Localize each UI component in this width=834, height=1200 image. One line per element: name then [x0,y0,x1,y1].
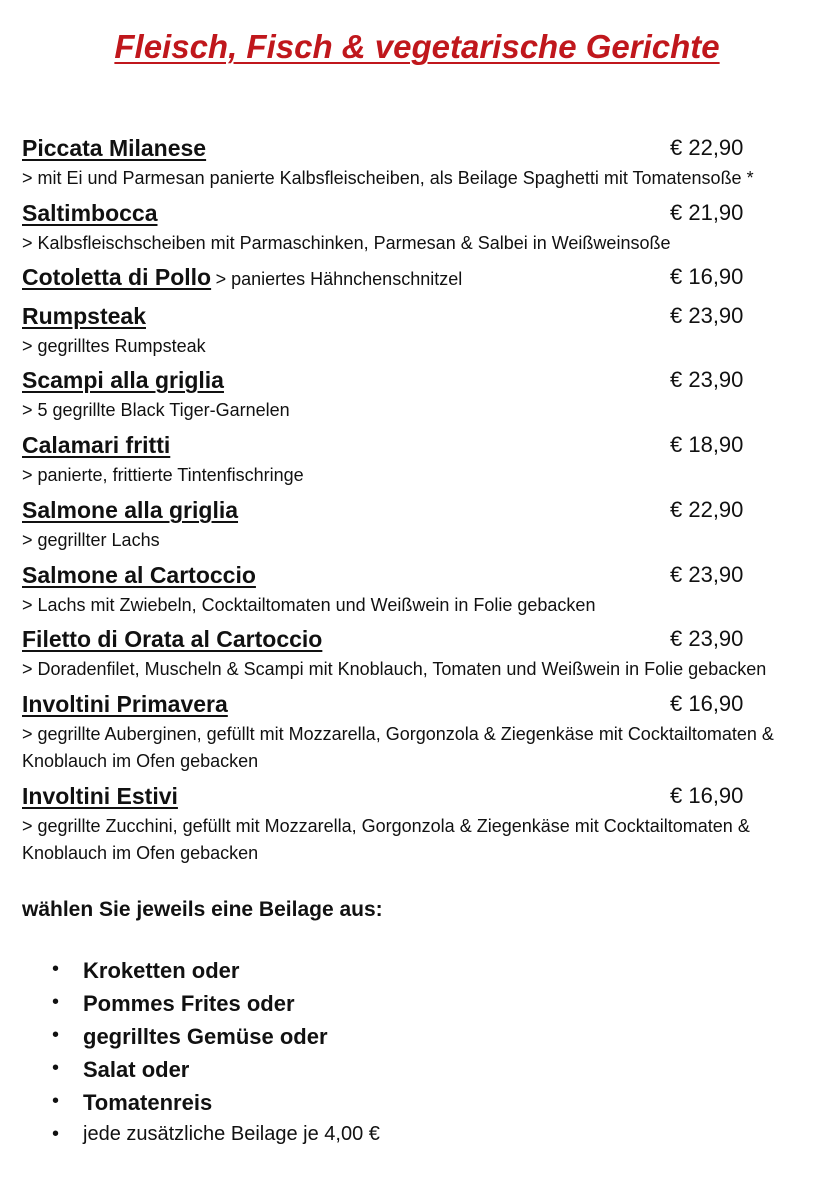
dish-description: > panierte, frittierte Tintenfischringe [22,465,304,485]
side-dish-list [50,958,380,1156]
side-dish-label: Pommes Frites oder [83,991,295,1016]
side-dish-label: gegrilltes Gemüse oder [83,1024,328,1049]
dish-price: € 23,90 [670,367,744,392]
dish-description: > 5 gegrillte Black Tiger-Garnelen [22,400,290,420]
dish-price: € 22,90 [670,497,744,522]
dish-name: Saltimbocca [22,200,158,226]
dish-saltimbocca [22,200,822,256]
side-dish-label: Tomatenreis [83,1090,213,1115]
dish-name: Salmone alla griglia [22,497,239,523]
dish-price: € 21,90 [670,200,744,225]
bullet-icon: • [52,1090,60,1112]
dish-name: Salmone al Cartoccio [22,562,256,588]
dish-price: € 18,90 [670,432,744,457]
list-item [50,991,380,1024]
bullet-icon: • [52,991,60,1013]
dish-name: Involtini Estivi [22,783,178,809]
dish-description: > gegrilltes Rumpsteak [22,336,206,356]
dish-scampi-alla-griglia [22,367,822,423]
dish-price: € 22,90 [670,135,744,160]
list-item [50,1123,380,1156]
dish-price: € 16,90 [670,783,744,808]
list-item [50,1057,380,1090]
bullet-icon: • [52,1024,60,1046]
dish-salmone-al-cartoccio [22,562,822,618]
dish-name: Scampi alla griglia [22,367,224,393]
dish-name: Involtini Primavera [22,691,228,717]
dish-price: € 23,90 [670,562,744,587]
dish-price: € 16,90 [670,264,744,289]
side-dish-label: Kroketten oder [83,958,240,983]
dish-description: > gegrillter Lachs [22,530,160,550]
dish-price: € 23,90 [670,303,744,328]
dish-description: > mit Ei und Parmesan panierte Kalbsfleischeiben, als Beilage Spaghetti mit Tomatensoße * [22,168,754,188]
dish-description: > Doradenfilet, Muscheln & Scampi mit Knoblauch, Tomaten und Weißwein in Folie gebacken [22,659,767,679]
dish-calamari-fritti [22,432,822,488]
dish-filetto-di-orata [22,626,822,682]
dish-description: > paniertes Hähnchenschnitzel [215,269,463,289]
dish-piccata-milanese [22,135,822,191]
list-item [50,1024,380,1057]
dish-description: > gegrillte Zucchini, gefüllt mit Mozzarella, Gorgonzola & Ziegenkäse mit Cocktailtomaten & Knoblauch im Ofen gebacken [22,816,750,863]
side-dish-heading: wählen Sie jeweils eine Beilage aus: [22,898,383,921]
dish-salmone-alla-griglia [22,497,822,553]
dish-rumpsteak [22,303,822,359]
dish-description: > gegrillte Auberginen, gefüllt mit Mozzarella, Gorgonzola & Ziegenkäse mit Cocktailtomaten & Knoblauch im Ofen gebacken [22,724,774,771]
dish-price: € 23,90 [670,626,744,651]
dish-name: Filetto di Orata al Cartoccio [22,626,323,652]
dish-involtini-primavera [22,691,822,775]
list-item [50,1090,380,1123]
dish-name: Piccata Milanese [22,135,207,161]
bullet-icon: • [52,958,60,980]
bullet-icon: • [52,1123,60,1145]
dish-description: > Kalbsfleischscheiben mit Parmaschinken, Parmesan & Salbei in Weißweinsoße [22,233,671,253]
dish-involtini-estivi [22,783,822,867]
page-title: Fleisch, Fisch & vegetarische Gerichte [114,28,720,65]
dish-name: Rumpsteak [22,303,146,329]
bullet-icon: • [52,1057,60,1079]
side-dish-label: jede zusätzliche Beilage je 4,00 € [83,1123,380,1145]
list-item [50,958,380,991]
side-dish-label: Salat oder [83,1057,190,1082]
dish-name: Calamari fritti [22,432,171,458]
dish-cotoletta-di-pollo [22,264,822,290]
dish-price: € 16,90 [670,691,744,716]
dish-description: > Lachs mit Zwiebeln, Cocktailtomaten und Weißwein in Folie gebacken [22,595,596,615]
dish-name: Cotoletta di Pollo [22,264,212,290]
